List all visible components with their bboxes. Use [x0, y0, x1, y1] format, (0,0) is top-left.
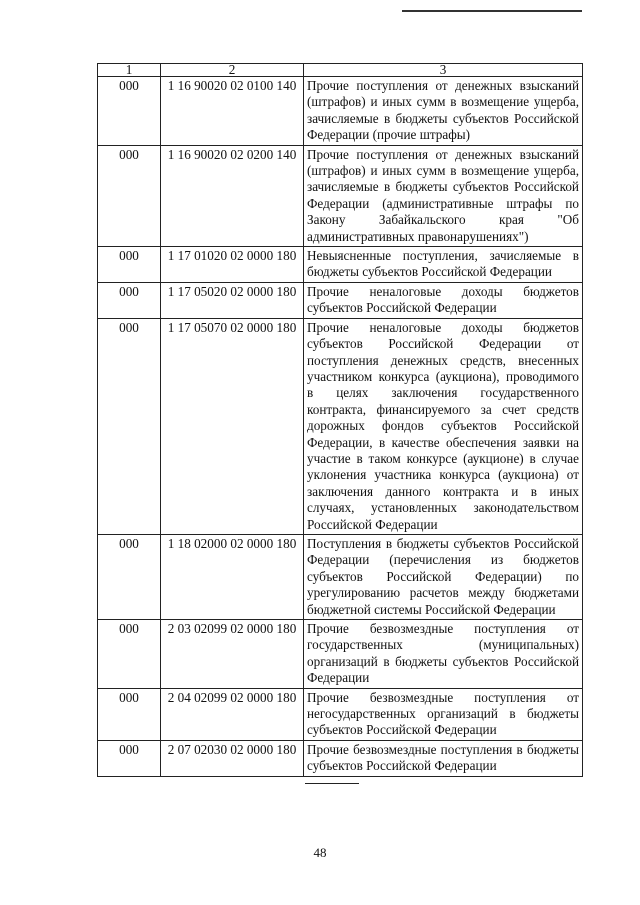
budget-code-cell: 1 18 02000 02 0000 180 [161, 534, 304, 619]
page-number: 48 [313, 845, 327, 860]
admin-code-cell: 000 [98, 740, 161, 776]
admin-code-cell: 000 [98, 620, 161, 689]
budget-code-cell: 1 16 90020 02 0100 140 [161, 77, 304, 146]
admin-code-cell: 000 [98, 534, 161, 619]
admin-code-cell: 000 [98, 282, 161, 318]
top-border-mark [402, 10, 582, 12]
admin-code-cell: 000 [98, 318, 161, 534]
revenue-codes-table [97, 63, 583, 777]
budget-code-cell: 2 03 02099 02 0000 180 [161, 620, 304, 689]
table-row [98, 740, 583, 776]
table-row [98, 620, 583, 689]
income-name-cell: Прочие безвозмездные поступления в бюджеты субъектов Российской Федерации [304, 740, 583, 776]
admin-code-cell: 000 [98, 77, 161, 146]
income-name-cell: Прочие неналоговые доходы бюджетов субъектов Российской Федерации от поступления денежных средств, внесенных участником конкурса (аукциона), проводимого в целях заключения государственного контракта, финансируемого за счет средств дорожных фондов субъектов Российской Федерации, в качестве обеспечения заявки на участие в таком конкурсе (аукционе) в случае уклонения участника конкурса (аукциона) от заключения данного контракта и в иных случаях, установленных законодательством Российской Федерации [304, 318, 583, 534]
table-header-row [98, 64, 583, 77]
table-row [98, 688, 583, 740]
column-header-3: 3 [304, 64, 583, 77]
income-name-cell: Прочие неналоговые доходы бюджетов субъектов Российской Федерации [304, 282, 583, 318]
column-header-1: 1 [98, 64, 161, 77]
income-name-cell: Прочие безвозмездные поступления от негосударственных организаций в бюджеты субъектов Российской Федерации [304, 688, 583, 740]
budget-code-cell: 2 07 02030 02 0000 180 [161, 740, 304, 776]
income-name-cell: Прочие поступления от денежных взысканий (штрафов) и иных сумм в возмещение ущерба, зачисляемые в бюджеты субъектов Российской Федерации (прочие штрафы) [304, 77, 583, 146]
admin-code-cell: 000 [98, 145, 161, 246]
budget-code-cell: 1 17 05020 02 0000 180 [161, 282, 304, 318]
admin-code-cell: 000 [98, 688, 161, 740]
income-name-cell: Прочие поступления от денежных взысканий (штрафов) и иных сумм в возмещение ущерба, зачисляемые в бюджеты субъектов Российской Федерации (административные штрафы по Закону Забайкальского края "Об административных правонарушениях") [304, 145, 583, 246]
table-row [98, 534, 583, 619]
table-row [98, 282, 583, 318]
budget-code-cell: 1 17 01020 02 0000 180 [161, 247, 304, 283]
admin-code-cell: 000 [98, 247, 161, 283]
income-name-cell: Прочие безвозмездные поступления от государственных (муниципальных) организаций в бюджеты субъектов Российской Федерации [304, 620, 583, 689]
table-row [98, 247, 583, 283]
budget-code-cell: 1 17 05070 02 0000 180 [161, 318, 304, 534]
income-name-cell: Невыясненные поступления, зачисляемые в бюджеты субъектов Российской Федерации [304, 247, 583, 283]
income-name-cell: Поступления в бюджеты субъектов Российской Федерации (перечисления из бюджетов субъектов Российской Федерации) по урегулированию расчетов между бюджетами бюджетной системы Российской Федерации [304, 534, 583, 619]
budget-code-cell: 2 04 02099 02 0000 180 [161, 688, 304, 740]
column-header-2: 2 [161, 64, 304, 77]
budget-code-cell: 1 16 90020 02 0200 140 [161, 145, 304, 246]
table-row [98, 145, 583, 246]
footnote-separator [305, 783, 359, 784]
table-row [98, 77, 583, 146]
table-row [98, 318, 583, 534]
